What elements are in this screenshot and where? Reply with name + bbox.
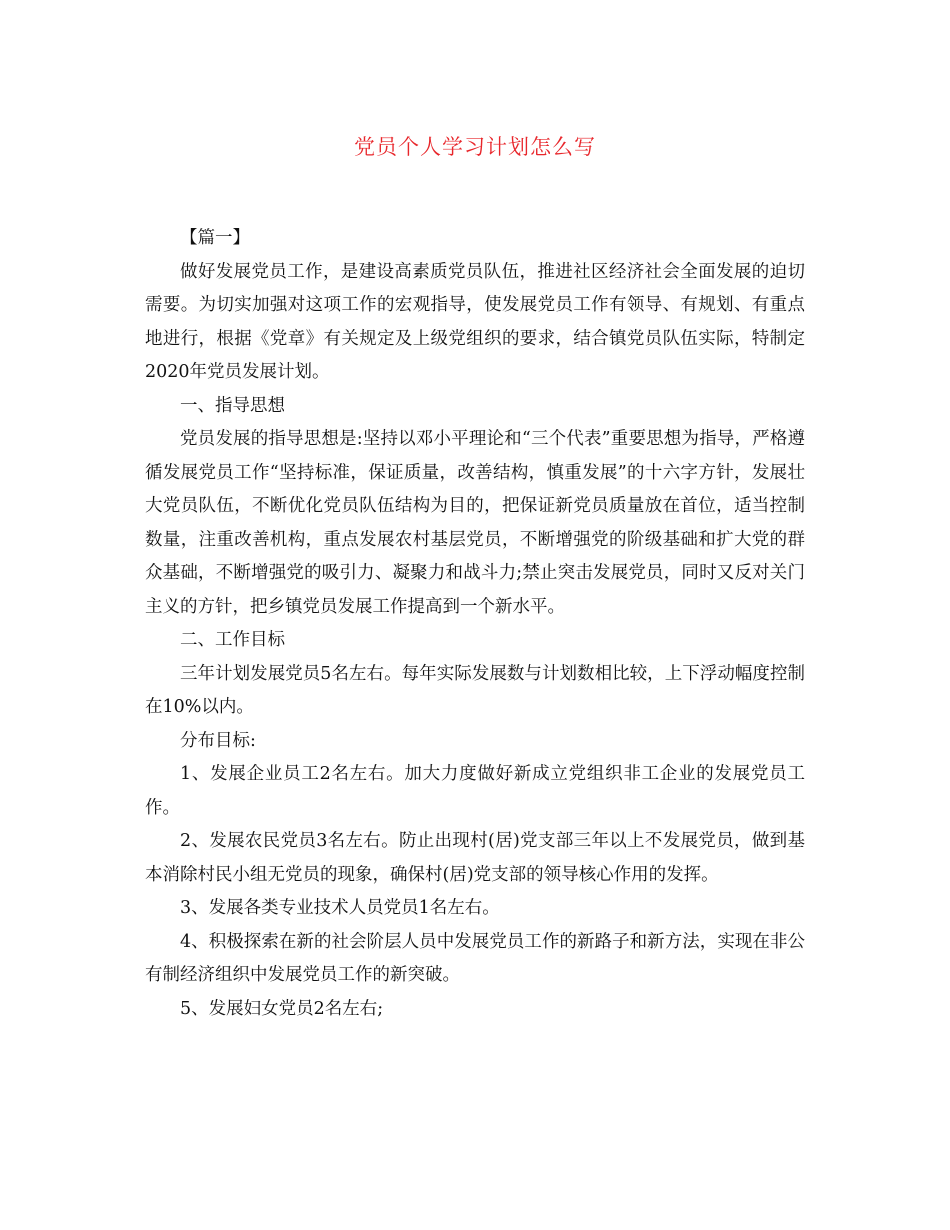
paragraph-distribution-goals: 分布目标: xyxy=(180,730,256,751)
section-heading-part-one: 【篇一】 xyxy=(180,228,250,248)
list-item-goal-4: 4、积极探索在新的社会阶层人员中发展党员工作的新路子和新方法，实现在非公有制经济组织中发展党员工作的新突破。 xyxy=(145,931,805,985)
document-body xyxy=(145,222,805,1026)
list-item-goal-5: 5、发展妇女党员2名左右; xyxy=(180,998,384,1019)
paragraph-intro: 做好发展党员工作，是建设高素质党员队伍，推进社区经济社会全面发展的迫切需要。为切实加强对这项工作的宏观指导，使发展党员工作有领导、有规划、有重点地进行，根据《党章》有关规定及上级党组织的要求，结合镇党员队伍实际，特制定2020年党员发展计划。 xyxy=(145,261,805,382)
list-item-goal-2: 2、发展农民党员3名左右。防止出现村(居)党支部三年以上不发展党员，做到基本消除村民小组无党员的现象，确保村(居)党支部的领导核心作用的发挥。 xyxy=(145,831,805,885)
paragraph-guiding-thought: 党员发展的指导思想是:坚持以邓小平理论和“三个代表”重要思想为指导，严格遵循发展党员工作“坚持标准，保证质量，改善结构，慎重发展”的十六字方针，发展壮大党员队伍，不断优化党员队伍结构为目的，把保证新党员质量放在首位，适当控制数量，注重改善机构，重点发展农村基层党员，不断增强党的阶级基础和扩大党的群众基础，不断增强党的吸引力、凝聚力和战斗力;禁止突击发展党员，同时又反对关门主义的方针，把乡镇党员发展工作提高到一个新水平。 xyxy=(145,429,805,617)
document-title: 党员个人学习计划怎么写 xyxy=(354,135,596,159)
section-heading-guiding-thought: 一、指导思想 xyxy=(180,395,285,416)
list-item-goal-1: 1、发展企业员工2名左右。加大力度做好新成立党组织非工企业的发展党员工作。 xyxy=(145,764,805,818)
section-heading-work-goals: 二、工作目标 xyxy=(180,630,285,650)
paragraph-work-goals: 三年计划发展党员5名左右。每年实际发展数与计划数相比较，上下浮动幅度控制在10%以内。 xyxy=(145,663,805,717)
list-item-goal-3: 3、发展各类专业技术人员党员1名左右。 xyxy=(180,898,500,918)
